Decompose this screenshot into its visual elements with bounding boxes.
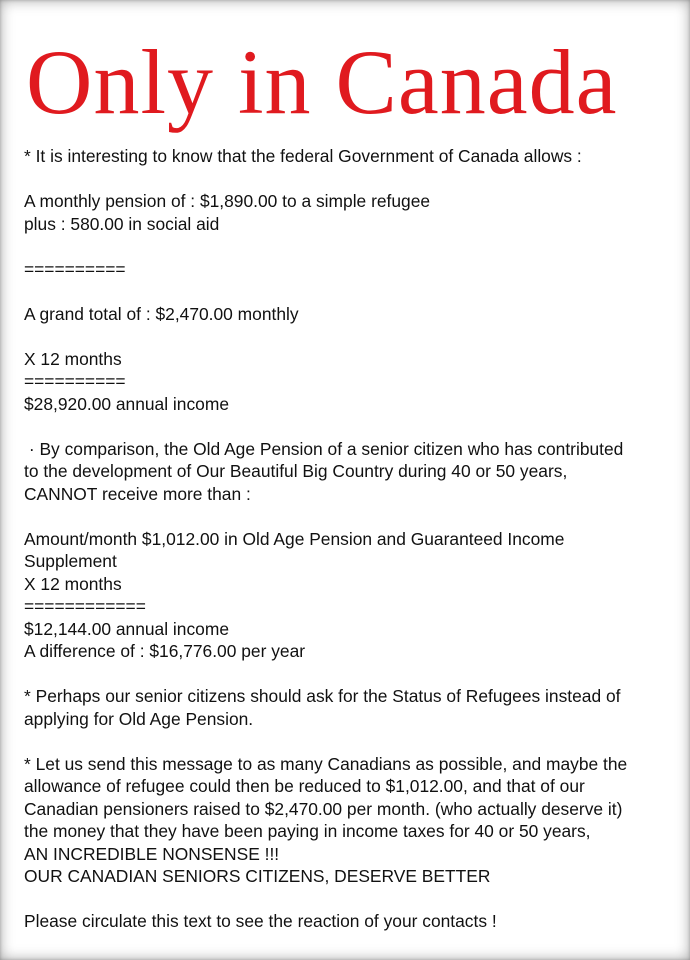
text-line: * It is interesting to know that the federal Government of Canada allows : bbox=[24, 146, 582, 166]
text-line: to the development of Our Beautiful Big Country during 40 or 50 years, bbox=[24, 461, 568, 481]
text-line: AN INCREDIBLE NONSENSE !!! bbox=[24, 843, 280, 864]
text-line: · By comparison, the Old Age Pension of a senior citizen who has contributed bbox=[24, 438, 624, 459]
text-line: ============ bbox=[24, 596, 146, 616]
blank-line bbox=[24, 663, 674, 686]
text-line: $28,920.00 annual income bbox=[24, 393, 229, 414]
text-line: * Let us send this message to as many Canadians as possible, and maybe the bbox=[24, 753, 628, 774]
text-line: CANNOT receive more than : bbox=[24, 483, 251, 504]
blank-line bbox=[24, 415, 674, 438]
text-line: applying for Old Age Pension. bbox=[24, 708, 254, 729]
text-line: ========== bbox=[24, 371, 126, 391]
text-line: ========== bbox=[24, 258, 126, 279]
blank-line bbox=[24, 888, 674, 911]
text-line: Supplement bbox=[24, 551, 117, 571]
text-line: A grand total of : $2,470.00 monthly bbox=[24, 303, 299, 324]
blank-line bbox=[24, 168, 674, 191]
text-line: plus : 580.00 in social aid bbox=[24, 213, 220, 234]
blank-line bbox=[24, 280, 674, 303]
text-line: X 12 months bbox=[24, 573, 122, 594]
blank-line bbox=[24, 235, 674, 258]
text-line: A difference of : $16,776.00 per year bbox=[24, 641, 306, 661]
blank-line bbox=[24, 325, 674, 348]
text-line: $12,144.00 annual income bbox=[24, 618, 229, 639]
text-line: Amount/month $1,012.00 in Old Age Pension and Guaranteed Income bbox=[24, 528, 565, 549]
blank-line bbox=[24, 730, 674, 753]
text-line: OUR CANADIAN SENIORS CITIZENS, DESERVE BETTER bbox=[24, 866, 491, 886]
text-line: allowance of refugee could then be reduced to $1,012.00, and that of our bbox=[24, 776, 585, 796]
text-line: A monthly pension of : $1,890.00 to a simple refugee bbox=[24, 191, 431, 211]
page-title: Only in Canada bbox=[26, 31, 618, 133]
text-line: X 12 months bbox=[24, 348, 122, 369]
text-line: Canadian pensioners raised to $2,470.00 per month. (who actually deserve it) bbox=[24, 798, 623, 819]
text-line: the money that they have been paying in income taxes for 40 or 50 years, bbox=[24, 821, 591, 841]
blank-line bbox=[24, 505, 674, 528]
text-line: Please circulate this text to see the reaction of your contacts ! bbox=[24, 911, 497, 931]
document-body bbox=[24, 145, 674, 933]
text-line: * Perhaps our senior citizens should ask for the Status of Refugees instead of bbox=[24, 686, 621, 706]
